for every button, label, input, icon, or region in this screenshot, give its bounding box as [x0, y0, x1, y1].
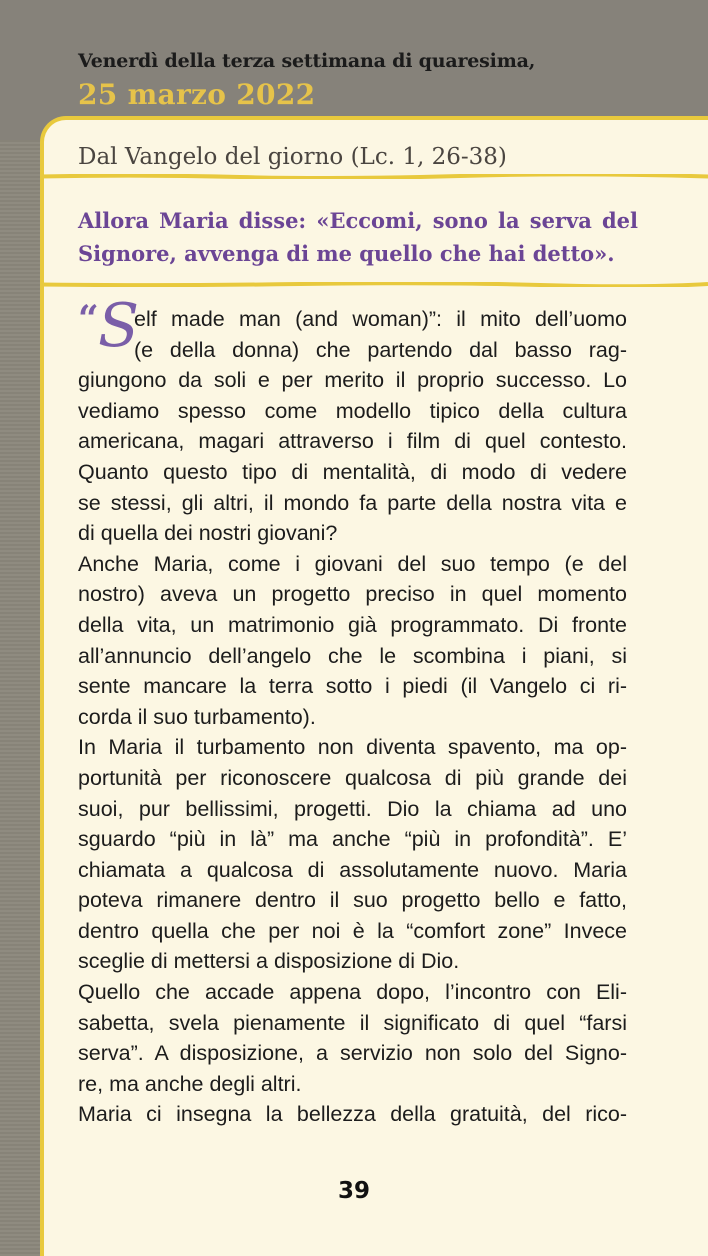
text-line: In Maria il turbamento non diventa spavento, ma op-	[78, 735, 627, 760]
text-line: vediamo spesso come modello tipico della cultura	[78, 398, 627, 423]
text-line: di quella dei nostri giovani?	[78, 521, 338, 546]
page-number: 39	[337, 1178, 370, 1204]
brush-divider	[40, 174, 708, 179]
open-quote-mark: “	[78, 298, 99, 340]
drop-cap: S	[98, 291, 140, 361]
text-line: sceglie di mettersi a disposizione di Dio.	[78, 949, 460, 974]
text-line: Quanto questo tipo di mentalità, di modo di vedere	[78, 459, 627, 484]
brush-divider	[40, 282, 708, 287]
text-line: americana, magari attraverso i film di quel contesto.	[78, 429, 627, 454]
gospel-quote	[78, 204, 638, 270]
text-line: (e della donna) che partendo dal basso rag-	[134, 337, 627, 362]
text-line: giungono da soli e per merito il proprio successo. Lo	[78, 368, 627, 393]
text-line: sente mancare la terra sotto i piedi (il Vangelo ci ri-	[78, 674, 627, 699]
text-line: suoi, pur bellissimi, progetti. Dio la chiama ad uno	[78, 796, 627, 821]
text-line: re, ma anche degli altri.	[78, 1071, 302, 1096]
reflection-text	[78, 304, 627, 1130]
text-line: all’annuncio dell’angelo che le scombina i piani, si	[78, 643, 627, 668]
text-line: nostro) aveva un progetto preciso in quel momento	[78, 582, 627, 607]
liturgical-day: Venerdì della terza settimana di quaresima,	[78, 50, 536, 72]
gospel-quote-line: Allora Maria disse: «Eccomi, sono la serva del	[78, 208, 638, 233]
date-heading: 25 marzo 2022	[78, 78, 316, 111]
text-line: serva”. A disposizione, a servizio non solo del Signo-	[78, 1041, 627, 1066]
gospel-reference: Dal Vangelo del giorno (Lc. 1, 26-38)	[78, 144, 507, 170]
text-line: se stessi, gli altri, il mondo fa parte della nostra vita e	[78, 490, 627, 515]
text-line: sabetta, svela pienamente il significato di quel “farsi	[78, 1010, 627, 1035]
text-line: sguardo “più in là” ma anche “più in profondità”. E’	[78, 827, 627, 852]
text-line: dentro quella che per noi è la “comfort zone” Invece	[78, 918, 627, 943]
text-line: della vita, un matrimonio già programmato. Di fronte	[78, 612, 627, 637]
text-line: chiamata a qualcosa di assolutamente nuovo. Maria	[78, 857, 627, 882]
text-line: poteva rimanere dentro il suo progetto bello e fatto,	[78, 888, 627, 913]
text-line: corda il suo turbamento).	[78, 704, 316, 729]
text-line: Maria ci insegna la bellezza della gratuità, del rico-	[78, 1102, 627, 1127]
text-line: elf made man (and woman)”: il mito dell’uomo	[134, 307, 627, 331]
gospel-quote-line: Signore, avvenga di me quello che hai detto».	[78, 241, 615, 266]
text-line: portunità per riconoscere qualcosa di più grande dei	[78, 765, 627, 790]
text-line: Quello che accade appena dopo, l’incontro con Eli-	[78, 980, 627, 1005]
text-line: Anche Maria, come i giovani del suo tempo (e del	[78, 551, 627, 576]
